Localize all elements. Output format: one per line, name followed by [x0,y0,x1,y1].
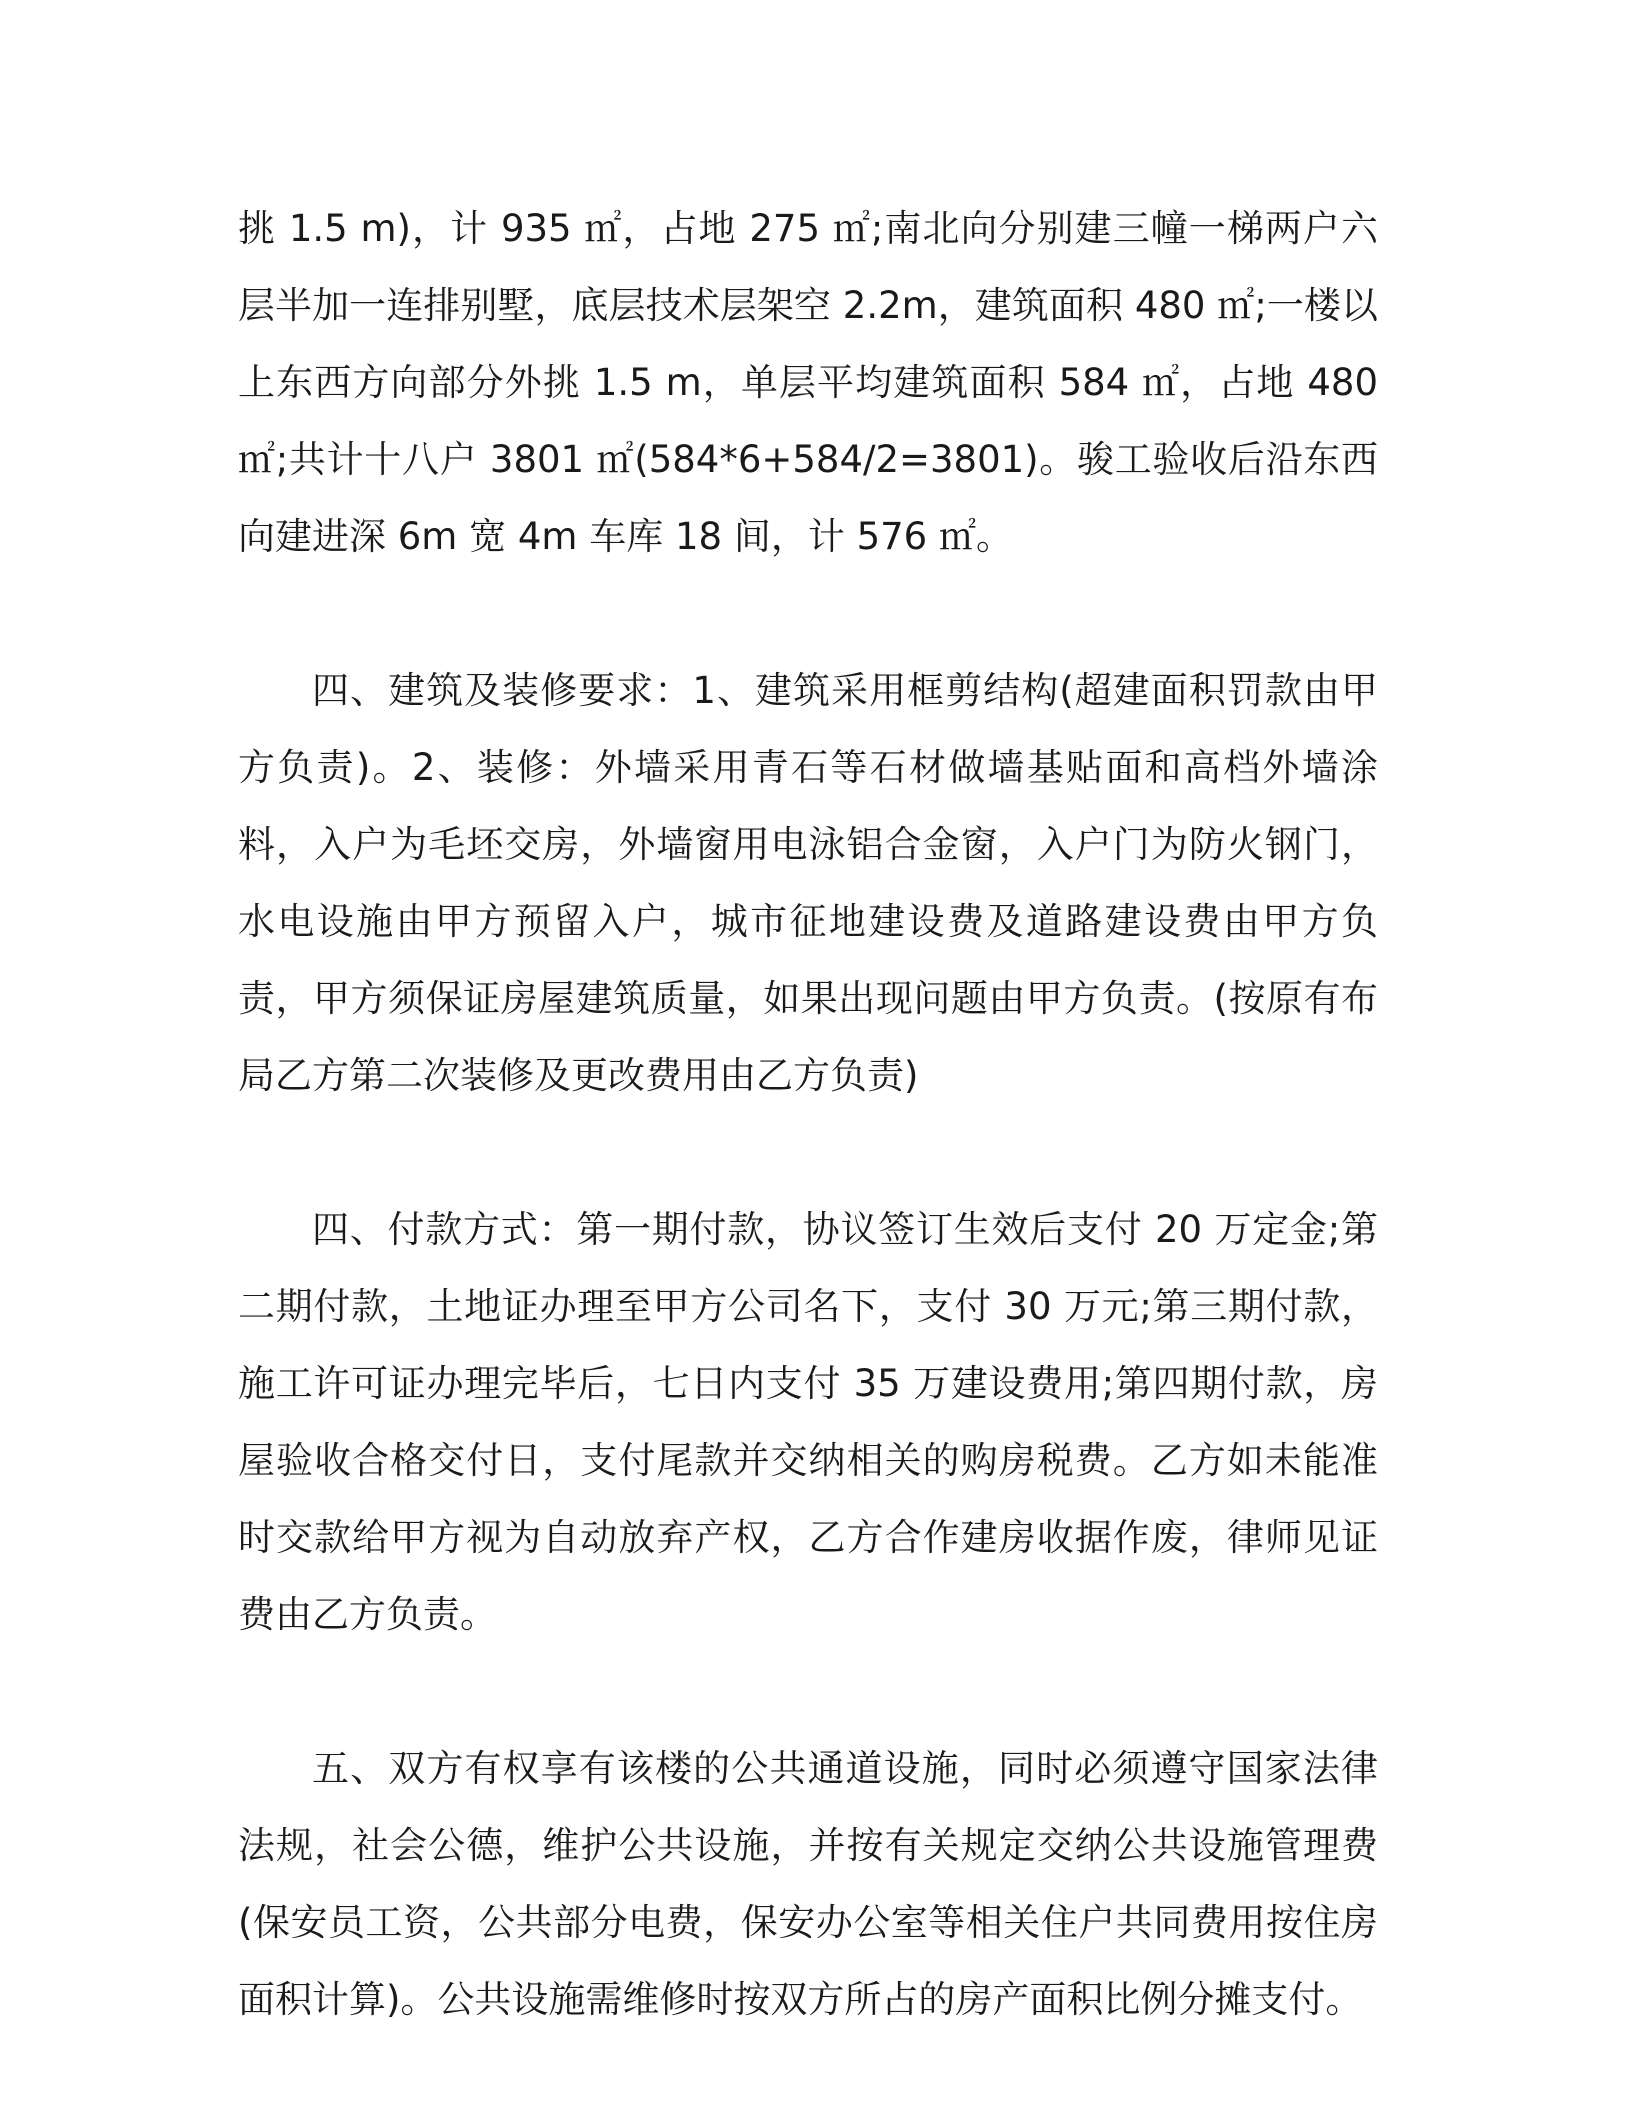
paragraph-payment-method: 四、付款方式：第一期付款，协议签订生效后支付 20 万定金;第二期付款，土地证办理至甲方公司名下，支付 30 万元;第三期付款，施工许可证办理完毕后，七日内支付 35 万建设费用;第四期付款，房屋验收合格交付日，支付尾款并交纳相关的购房税费。乙方如未能准时交款给甲方视为自动放弃产权，乙方合作建房收据作废，律师见证费由乙方负责。 [238,1208,1378,1636]
paragraph-construction-requirements: 四、建筑及装修要求：1、建筑采用框剪结构(超建面积罚款由甲方负责)。2、装修：外墙采用青石等石材做墙基贴面和高档外墙涂料，入户为毛坯交房，外墙窗用电泳铝合金窗，入户门为防火钢门，水电设施由甲方预留入户，城市征地建设费及道路建设费由甲方负责，甲方须保证房屋建筑质量，如果出现问题由甲方负责。(按原有布局乙方第二次装修及更改费用由乙方负责) [238,669,1378,1097]
document-page [238,190,1378,2038]
paragraph-public-facilities: 五、双方有权享有该楼的公共通道设施，同时必须遵守国家法律法规，社会公德，维护公共设施，并按有关规定交纳公共设施管理费(保安员工资，公共部分电费，保安办公室等相关住户共同费用按住房面积计算)。公共设施需维修时按双方所占的房产面积比例分摊支付。 [238,1747,1378,2021]
paragraph-building-area: 挑 1.5 m)，计 935 ㎡，占地 275 ㎡;南北向分别建三幢一梯两户六层半加一连排别墅，底层技术层架空 2.2m，建筑面积 480 ㎡;一楼以上东西方向部分外挑 1.5 m，单层平均建筑面积 584 ㎡，占地 480 ㎡;共计十八户 3801 ㎡(584*6+584/2=3801)。骏工验收后沿东西向建进深 6m 宽 4m 车库 18 间，计 576 ㎡。 [238,207,1378,558]
